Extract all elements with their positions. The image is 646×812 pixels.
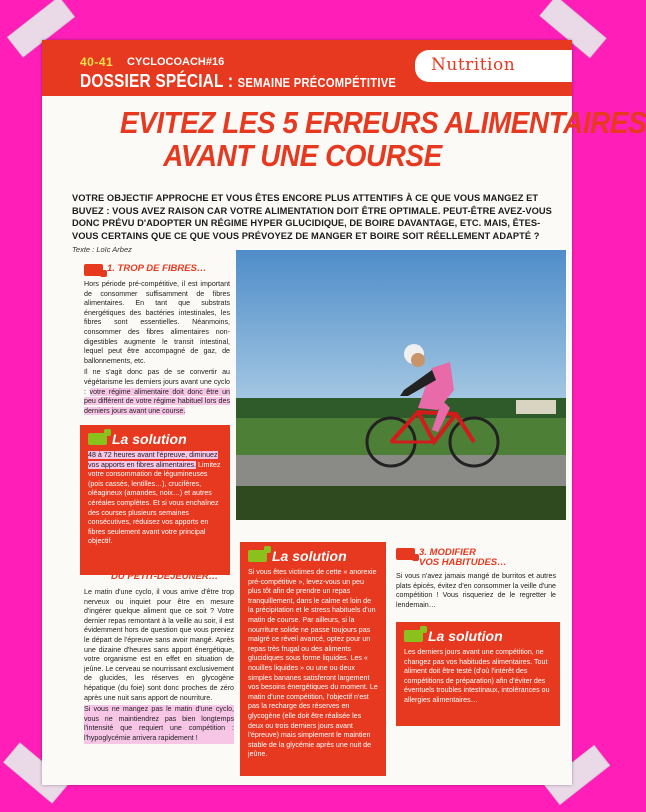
solution-box-2	[240, 542, 386, 776]
section-3-title-line-1: 3. MODIFIER	[419, 547, 477, 558]
section-label: Nutrition	[431, 55, 516, 75]
farmhouse	[516, 400, 556, 414]
solution-1-text	[88, 451, 222, 547]
header-bar	[42, 40, 572, 96]
section-3-heading	[396, 548, 507, 568]
section-2-title	[111, 562, 218, 582]
section-3-title-line-2: VOS HABITUDES…	[419, 557, 507, 568]
thumb-up-icon	[88, 433, 107, 445]
issue-number: #16	[205, 56, 225, 68]
solution-2-heading	[248, 548, 378, 564]
magazine-issue	[127, 56, 224, 68]
magazine-page	[42, 40, 646, 785]
magazine-name: CYCLOCOACH	[127, 56, 206, 68]
dossier-subtitle: SEMAINE PRÉCOMPÉTITIVE	[237, 75, 397, 90]
section-1-text: Il ne s'agit donc pas de se convertir au végétarisme les derniers jours avant une cyclo :	[84, 368, 230, 396]
cyclist-photo	[236, 250, 566, 520]
thumb-down-icon	[88, 562, 107, 574]
solution-2-title: La solution	[272, 548, 347, 564]
section-3-title	[419, 548, 507, 568]
dossier-label: DOSSIER SPÉCIAL :	[80, 71, 234, 91]
solution-box-1	[80, 425, 230, 575]
section-tab	[415, 50, 572, 82]
section-1-highlight: votre régime alimentaire doit donc être un peu différent de votre régime habituel lors des derniers jours avant une course.	[84, 387, 230, 415]
sky	[236, 250, 566, 410]
section-2-body	[84, 588, 234, 744]
section-2-title-line-1: 2. SE PRIVER	[111, 561, 173, 572]
thumb-up-icon	[248, 550, 267, 562]
solution-3-text: Les derniers jours avant une compétition, ne changez pas vos habitudes alimentaires. Tout aliment doit être testé (d'où l'intérêt des compétitions de préparation) afin d'éviter des éventuels troubles intestinaux, intolérances ou allergies alimentaires…	[404, 648, 550, 704]
roadside-grass	[236, 486, 566, 520]
author-credit: Texte : Loïc Arbez	[72, 245, 132, 254]
section-3-paragraph-1: Si vous n'avez jamais mangé de burritos et autres plats épicés, évitez d'en consommer la veille d'une compétition ! Vous risqueriez de le regretter le lendemain…	[396, 572, 556, 609]
thumb-down-icon	[84, 264, 103, 276]
page-number	[80, 55, 113, 69]
section-2-title-line-2: DU PETIT-DÉJEUNER…	[111, 571, 219, 582]
section-1-body	[84, 280, 230, 416]
cyclist-illustration	[236, 250, 566, 520]
solution-1-title: La solution	[112, 431, 187, 447]
section-3-body	[396, 572, 556, 610]
section-2-heading	[88, 562, 218, 582]
title-line-2: AVANT UNE COURSE	[163, 138, 442, 173]
thumb-up-icon	[404, 630, 423, 642]
solution-box-3	[396, 622, 560, 726]
page-number-text: 40-41	[80, 55, 114, 69]
article-title	[120, 105, 646, 173]
thumb-down-icon	[396, 548, 415, 560]
section-1-title: 1. TROP DE FIBRES…	[107, 263, 207, 274]
section-2-paragraph-1: Le matin d'une cyclo, il vous arrive d'être trop nerveux ou inquiet pour être en mesure d'ingérer quelque aliment que ce soit ? Votre dernier repas remontant à la veille au soir, il est évidemment hors de question que vous preniez le départ de l'épreuve sans avoir mangé. Après une dizaine d'heures sans apport énergétique, votre organisme est en effet en situation de jeûne. Le cerveau se nourrissant exclusivement de glucides, les réserves en glycogène hépatique (du foie) sont donc proches de zéro après une nuit sans apport de nourriture.	[84, 588, 234, 702]
solution-2-text: Si vous êtes victimes de cette « anorexie pré-compétitive », levez-vous un peu plus tôt afin de prendre un repas tranquillement, dans le calme et loin de la précipitation et le stress habituels d'un matin de course. Par ailleurs, si la nourriture solide ne passe toujours pas malgré ce réveil avancé, optez pour un repas très frugal ou des aliments glucidiques sous forme liquides. Les « nouilles liquides » ou une ou deux simples bananes satisferont largement vos besoins énergétiques du moment. Le matin d'une compétition, l'objectif n'est pas la recharge des réserves en glycogène (elle doit être réalisée les deux ou trois derniers jours avant l'épreuve) mais simplement le maintien stable de la glycémie après une nuit de jeûne.	[248, 568, 378, 759]
section-1-heading	[84, 264, 206, 276]
title-line-1: EVITEZ LES 5 ERREURS ALIMENTAIRES	[120, 105, 646, 140]
solution-1-highlight: 48 à 72 heures avant l'épreuve, diminuez vos apports en fibres alimentaires.	[88, 451, 218, 469]
section-1-paragraph-2	[84, 368, 230, 416]
solution-3-heading	[404, 628, 552, 644]
solution-1-heading	[88, 431, 222, 447]
grass-field	[236, 418, 566, 458]
article-intro: VOTRE OBJECTIF APPROCHE ET VOUS ÊTES ENCORE PLUS ATTENTIFS À CE QUE VOUS MANGEZ ET BUVEZ : VOUS AVEZ RAISON CAR VOTRE ALIMENTATION DOIT ÊTRE OPTIMALE. PEUT-ÊTRE AVEZ-VOUS DONC PRÉVU D'ADOPTER UN RÉGIME HYPER GLUCIDIQUE, DE BOIRE DAVANTAGE, ETC. MAIS, ÊTES-VOUS CERTAINS QUE CE QUE VOUS PRÉVOYEZ DE MANGER ET BOIRE SOIT RÉELLEMENT ADAPTÉ ?	[72, 193, 552, 241]
solution-1-rest: Limitez votre consommation de légumineuses (pois cassés, lentilles…), crucifères, oléagineux (amandes, noix…) et autres céréales complètes. Et si vous enchaînez des courses plusieurs semaines consécutives, réduisez vos apports en fibres seulement avant votre principal objectif.	[88, 460, 221, 546]
section-1-paragraph-1: Hors période pré-compétitive, il est important de consommer suffisamment de fibres alimentaires. En tant que substrats énergétiques des bactéries intestinales, les fibres sont essentielles. Néanmoins, consommer des fibres alimentaires non-digestibles augmente le transit intestinal, lequel peut être accompagné de gaz, de ballonnements, etc.	[84, 280, 230, 365]
solution-3-title: La solution	[428, 628, 503, 644]
section-2-paragraph-2: Si vous ne mangez pas le matin d'une cyclo, vous ne maintiendrez pas bien longtemps l'intensité que requiert une compétition : l'hypoglycémie arrivera rapidement !	[84, 705, 234, 742]
dossier-title	[80, 71, 396, 93]
